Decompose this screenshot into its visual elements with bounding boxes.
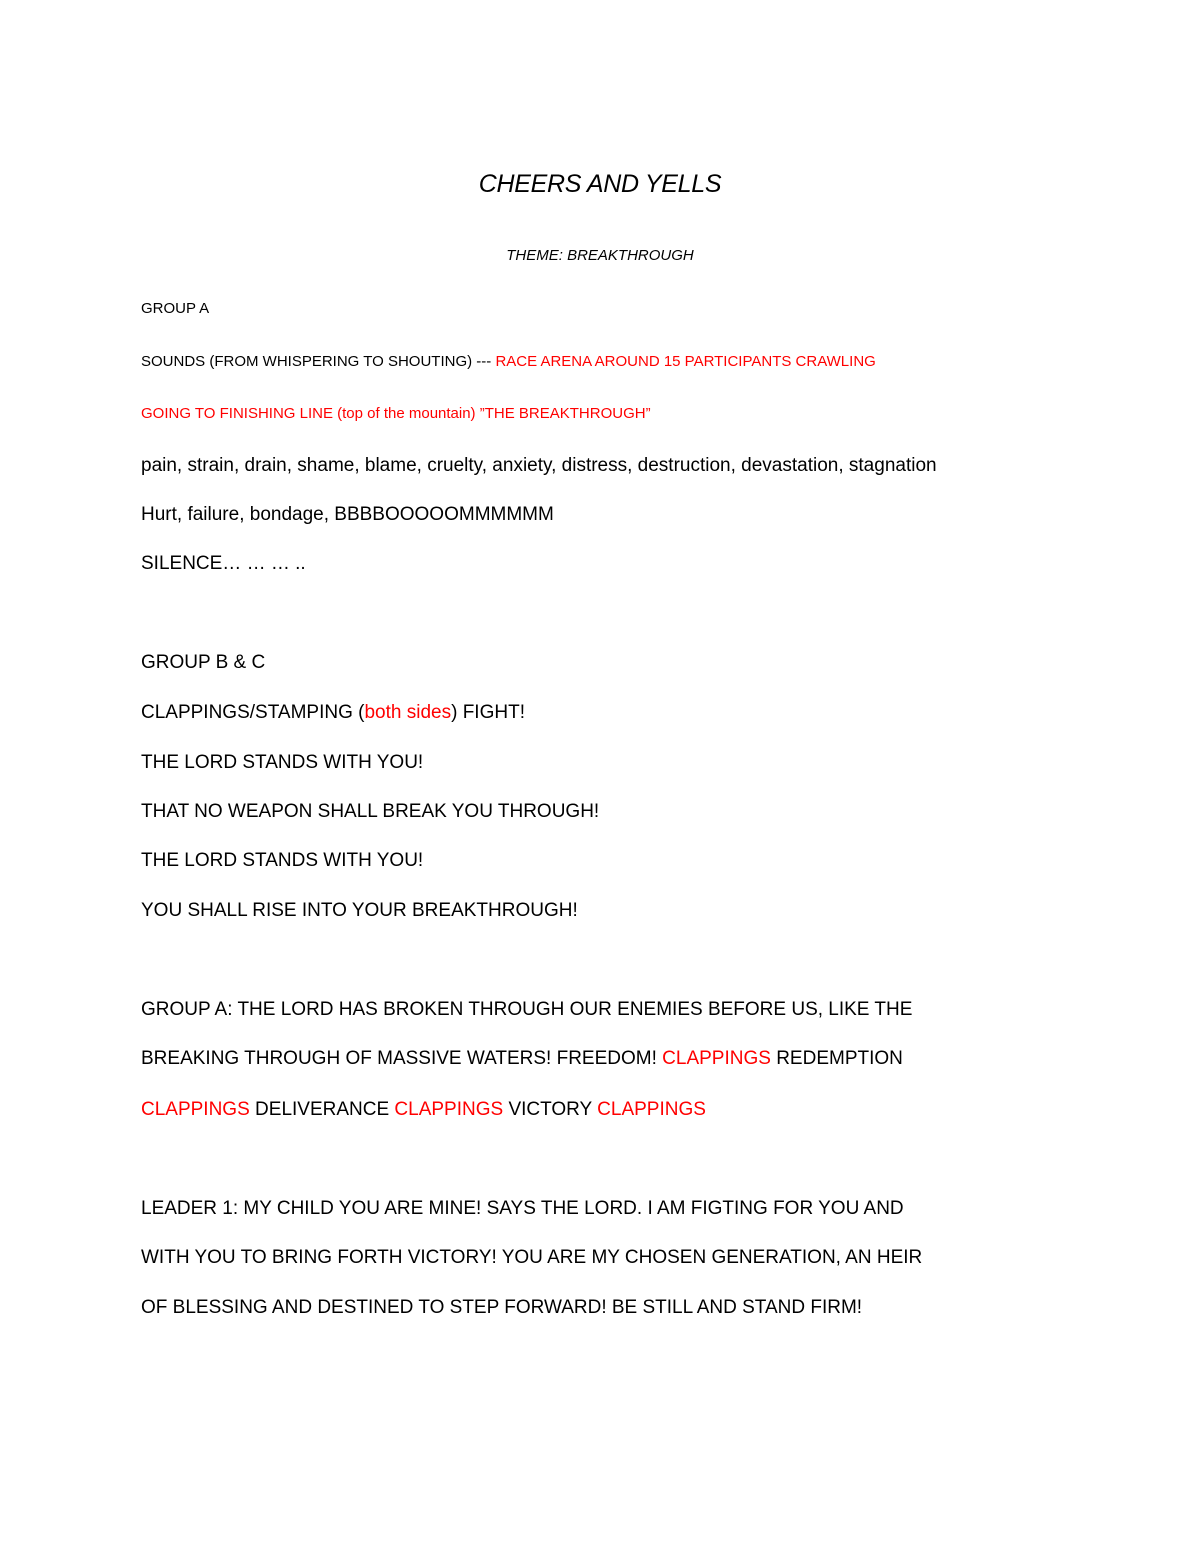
group-bc-heading: GROUP B & C xyxy=(141,652,266,673)
theme-subtitle: THEME: BREAKTHROUGH xyxy=(506,247,694,264)
document-title: CHEERS AND YELLS xyxy=(478,170,722,198)
clappings-cue: CLAPPINGS xyxy=(141,1099,250,1120)
group-a-para-line: GROUP A: THE LORD HAS BROKEN THROUGH OUR ENEMIES BEFORE US, LIKE THE xyxy=(141,999,913,1020)
leader-para-line: WITH YOU TO BRING FORTH VICTORY! YOU ARE MY CHOSEN GENERATION, AN HEIR xyxy=(141,1247,923,1268)
leader-para-line: LEADER 1: MY CHILD YOU ARE MINE! SAYS THE LORD. I AM FIGTING FOR YOU AND xyxy=(141,1198,904,1219)
clappings-cue: CLAPPINGS xyxy=(394,1099,504,1120)
para-text: BREAKING THROUGH OF MASSIVE WATERS! FREEDOM! xyxy=(141,1048,663,1069)
clappings-text: CLAPPINGS/STAMPING ( xyxy=(141,702,365,723)
chant-line: YOU SHALL RISE INTO YOUR BREAKTHROUGH! xyxy=(141,900,578,921)
silence-line: SILENCE… … … .. xyxy=(141,553,306,574)
finishing-line: GOING TO FINISHING LINE (top of the mountain) ”THE BREAKTHROUGH” xyxy=(141,405,651,422)
sounds-text: SOUNDS (FROM WHISPERING TO SHOUTING) --- xyxy=(141,353,496,370)
group-a-para-line xyxy=(141,1046,903,1072)
leader-para-line: OF BLESSING AND DESTINED TO STEP FORWARD! BE STILL AND STAND FIRM! xyxy=(141,1297,863,1318)
para-text: VICTORY xyxy=(503,1099,598,1120)
group-a-para-line xyxy=(141,1097,706,1123)
group-a-heading: GROUP A xyxy=(141,300,210,317)
clappings-cue: CLAPPINGS xyxy=(597,1099,706,1120)
chant-line: THE LORD STANDS WITH YOU! xyxy=(141,850,424,871)
para-text: REDEMPTION xyxy=(770,1048,903,1069)
chant-line: THAT NO WEAPON SHALL BREAK YOU THROUGH! xyxy=(141,801,600,822)
words-line-1: pain, strain, drain, shame, blame, cruelty, anxiety, distress, destruction, devastation, stagnation xyxy=(141,455,937,476)
fight-text: ) FIGHT! xyxy=(451,702,525,723)
clappings-line xyxy=(141,700,525,726)
sounds-line xyxy=(141,351,876,373)
words-line-2: Hurt, failure, bondage, BBBBOOOOOMMMMMM xyxy=(141,504,554,525)
clappings-cue: CLAPPINGS xyxy=(662,1048,771,1069)
para-text: DELIVERANCE xyxy=(249,1099,395,1120)
race-arena-text: RACE ARENA AROUND 15 PARTICIPANTS CRAWLING xyxy=(495,353,876,370)
chant-line: THE LORD STANDS WITH YOU! xyxy=(141,752,424,773)
both-sides-text: both sides xyxy=(364,702,452,723)
